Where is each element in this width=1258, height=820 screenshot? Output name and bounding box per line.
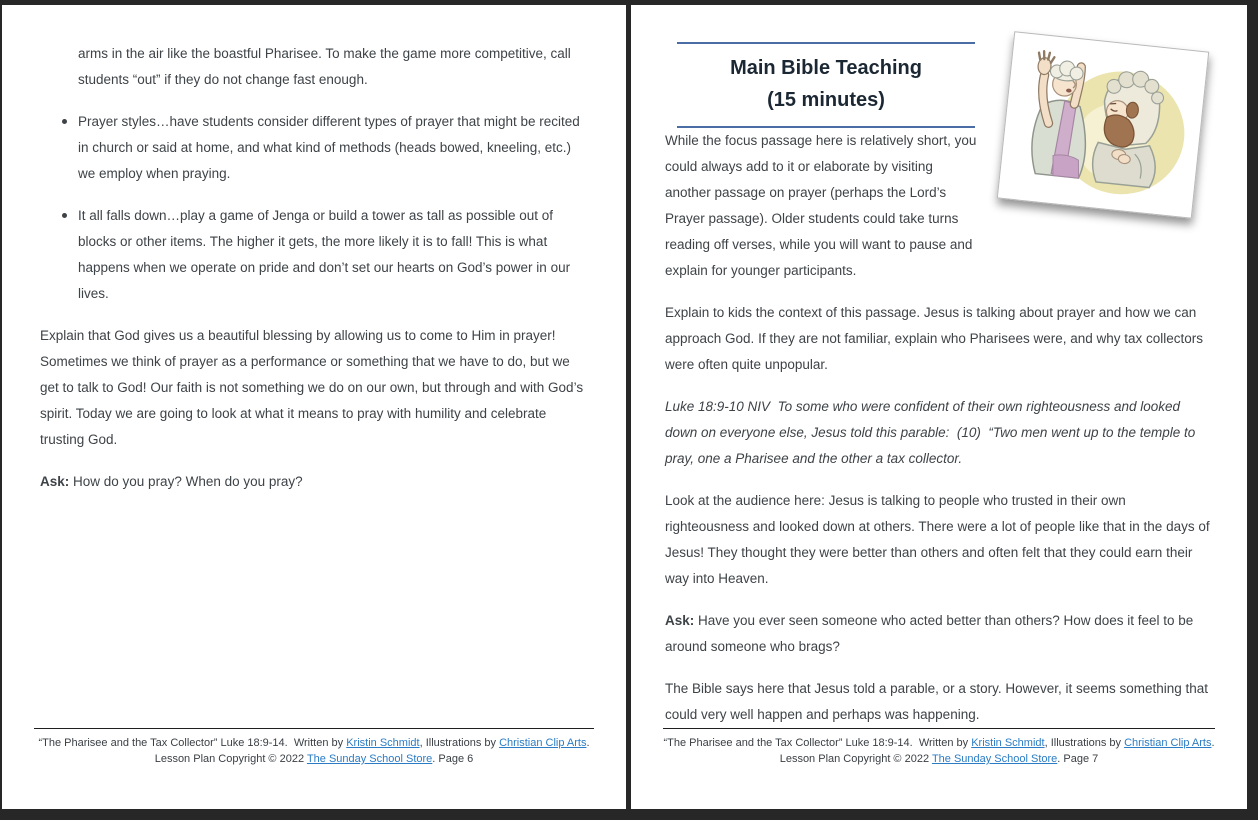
teaching-paragraph-3: Look at the audience here: Jesus is talking to people who trusted in their own righteousness and looked down at others. There were a lot of people like that in the days of Jesus! They thought they were better than others and often felt that they could earn their way into Heaven. xyxy=(665,493,1210,586)
ask-line xyxy=(40,469,592,495)
ask-line xyxy=(665,608,1213,660)
footer-page-number: . Page 7 xyxy=(1057,753,1099,765)
page-6-footer xyxy=(34,728,594,767)
bullet-text: Prayer styles…have students consider different types of prayer that might be recited in church or said at home, and what kind of methods (heads bowed, kneeling, etc.) we employ when praying. xyxy=(78,114,580,181)
illustrator-link[interactable]: Christian Clip Arts xyxy=(499,737,587,749)
pharisee-and-tax-collector-clipart xyxy=(1003,38,1202,212)
ask-text: Have you ever seen someone who acted better than others? How does it feel to be around someone who brags? xyxy=(665,613,1194,654)
footer-page-number: . Page 6 xyxy=(432,753,474,765)
footer-text: . Lesson Plan Copyright © 2022 xyxy=(779,737,1215,765)
page-7 xyxy=(631,5,1247,809)
footer-text: , Illustrations by xyxy=(1044,737,1125,749)
bullet-icon xyxy=(62,213,67,218)
bullet-continuation-paragraph: arms in the air like the boastful Pharisee. To make the game more competitive, call students “out” if they do not change fast enough. xyxy=(78,46,571,87)
footer-text: “The Pharisee and the Tax Collector” Luke 18:9-14. Written by xyxy=(663,737,972,749)
footer-text: “The Pharisee and the Tax Collector” Luke 18:9-14. Written by xyxy=(38,737,347,749)
bullet-icon xyxy=(62,119,67,124)
page-6 xyxy=(2,5,626,809)
section-heading xyxy=(677,42,975,128)
store-link[interactable]: The Sunday School Store xyxy=(306,753,433,765)
store-link[interactable]: The Sunday School Store xyxy=(931,753,1058,765)
ask-text: How do you pray? When do you pray? xyxy=(69,474,303,489)
heading-line-1: Main Bible Teaching xyxy=(730,57,922,79)
teaching-paragraph-1: While the focus passage here is relatively short, you could always add to it or elaborate by visiting another passage on prayer (perhaps the Lord’s Prayer passage). Older students could take turns reading off verses, while you will want to pause and explain for younger participants. xyxy=(665,133,977,278)
list-item xyxy=(40,203,592,307)
illustrator-link[interactable]: Christian Clip Arts xyxy=(1124,737,1212,749)
ask-label: Ask: xyxy=(40,474,70,489)
bullet-text: It all falls down…play a game of Jenga or build a tower as tall as possible out of blocks or other items. The higher it gets, the more likely it is to fall! This is what happens when we operate on pride and don’t set our hearts on God’s power in our lives. xyxy=(78,208,571,301)
page-7-content xyxy=(665,33,1213,744)
footer-text: , Illustrations by xyxy=(419,737,500,749)
scripture-quote: Luke 18:9-10 NIV To some who were confident of their own righteousness and looked down on everyone else, Jesus told this parable: (10) “Two men went up to the temple to pray, one a Pharisee and the other a tax collector. xyxy=(665,399,1196,466)
pharisee-and-tax-collector-illustration xyxy=(997,31,1209,219)
ask-label: Ask: xyxy=(665,613,695,628)
teaching-paragraph-4: The Bible says here that Jesus told a parable, or a story. However, it seems something that could very well happen and perhaps was happening. xyxy=(665,681,1209,722)
page-6-content xyxy=(40,41,592,511)
list-item xyxy=(40,109,592,187)
author-link[interactable]: Kristin Schmidt xyxy=(971,737,1045,749)
section-heading-wrap xyxy=(665,33,979,128)
teaching-paragraph-2: Explain to kids the context of this passage. Jesus is talking about prayer and how we can approach God. If they are not familiar, explain who Pharisees were, and why tax collectors were often quite unpopular. xyxy=(665,305,1204,372)
author-link[interactable]: Kristin Schmidt xyxy=(346,737,420,749)
heading-line-2: (15 minutes) xyxy=(767,89,885,111)
explain-paragraph: Explain that God gives us a beautiful blessing by allowing us to come to Him in prayer! Sometimes we think of prayer as a performance or something that we have to do, but we get to talk to God! Our faith is not something we do on our own, but through and with God’s spirit. Today we are going to look at what it means to pray with humility and celebrate trusting God. xyxy=(40,328,584,447)
page-7-footer xyxy=(663,728,1215,767)
illustration-float xyxy=(989,33,1213,227)
footer-text: . Lesson Plan Copyright © 2022 xyxy=(154,737,590,765)
